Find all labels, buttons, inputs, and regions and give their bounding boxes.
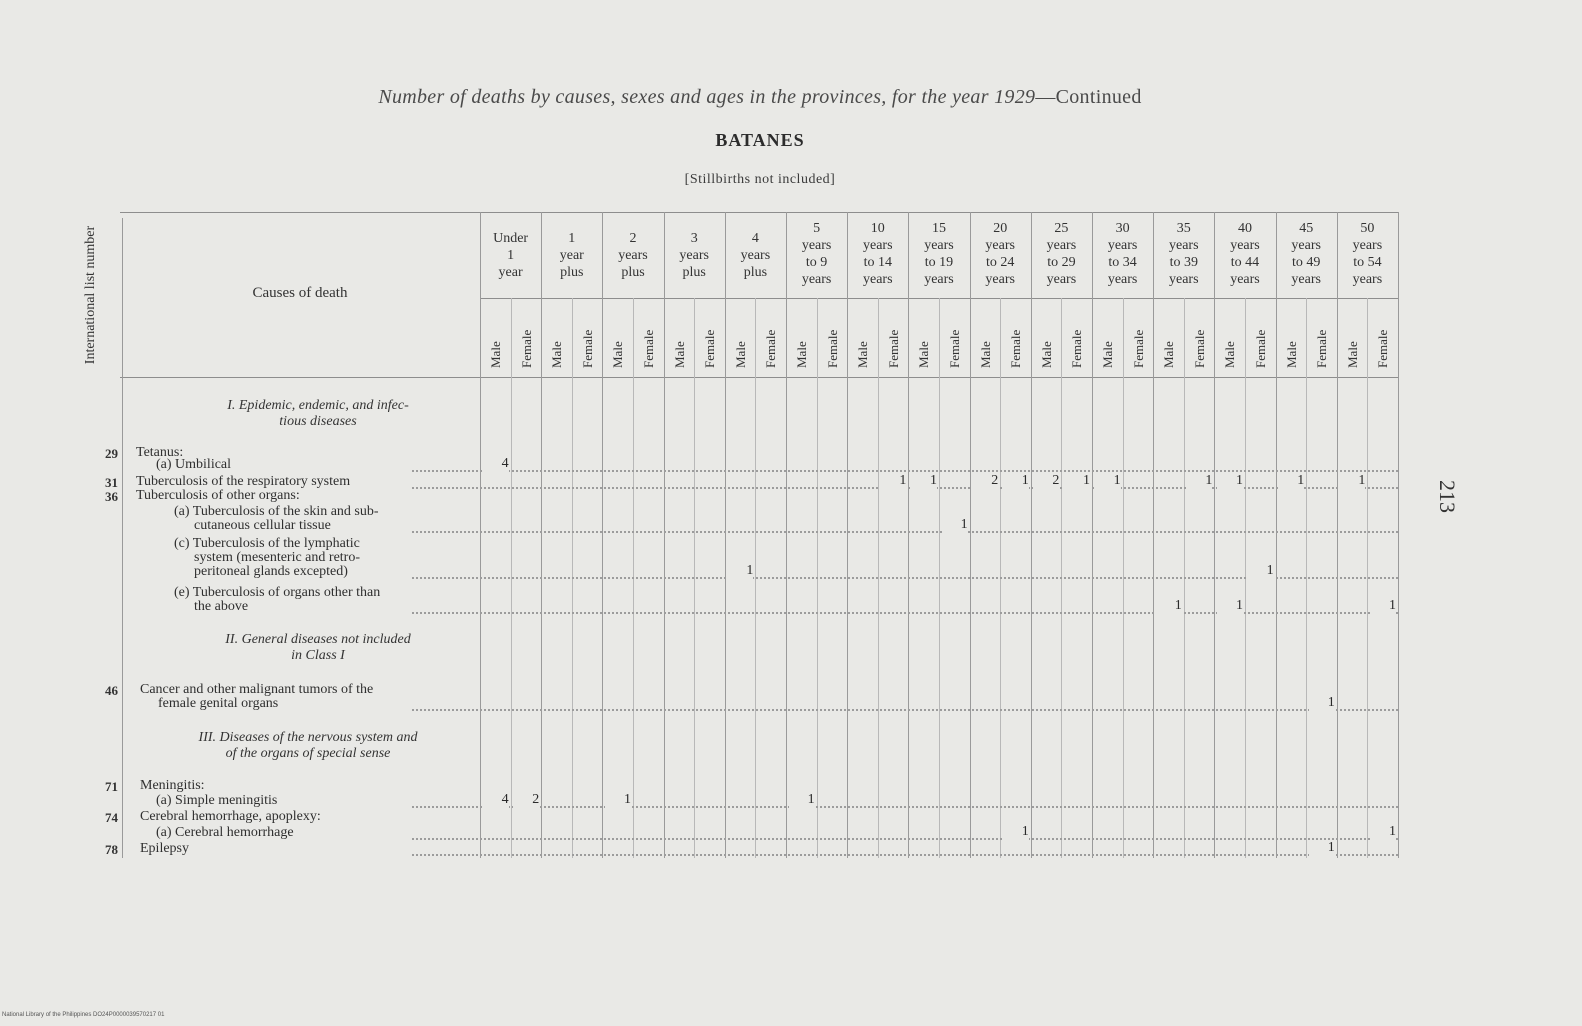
title-suffix: —Continued — [1035, 86, 1142, 108]
age-group-header: 2 years plus — [618, 231, 648, 280]
table-cell-value: 1 — [942, 517, 968, 533]
table-cell-value: 1 — [1186, 473, 1212, 489]
leader-dots — [412, 838, 1398, 840]
female-header: Female — [1008, 329, 1024, 368]
leader-dots — [412, 806, 1398, 808]
column-rule — [602, 212, 603, 858]
table-cell-value: 1 — [880, 473, 906, 489]
table-cell-value: 2 — [1033, 473, 1059, 489]
column-rule — [1337, 212, 1338, 858]
female-header: Female — [947, 329, 962, 368]
male-header: Male — [549, 341, 565, 368]
column-rule — [970, 212, 971, 858]
cause-of-death: Epilepsy — [140, 841, 189, 856]
male-header: Male — [732, 341, 748, 368]
title-text: Number of deaths by causes, sexes and ages in the provinces, for the year 1929 — [378, 86, 1036, 108]
male-header: Male — [1283, 341, 1299, 368]
column-rule — [664, 212, 665, 858]
female-header: Female — [763, 329, 779, 368]
table-cell-value: 1 — [1278, 473, 1304, 489]
table-cell-value: 1 — [1370, 824, 1396, 840]
page-title — [0, 86, 1520, 109]
age-group-header: 5 years to 9 years — [801, 221, 832, 287]
cause-continuation: peritoneal glands excepted) — [194, 564, 348, 579]
table-cell-value: 1 — [1217, 598, 1243, 614]
age-group-header: 3 years plus — [679, 231, 709, 280]
age-group-header: 45 years to 49 years — [1291, 221, 1321, 287]
age-group-header: 15 years to 19 years — [924, 221, 954, 287]
list-number: 74 — [105, 810, 118, 825]
cause-of-death: Tetanus: — [136, 445, 184, 460]
column-rule — [1398, 212, 1399, 858]
table-cell-value: 4 — [483, 792, 509, 808]
female-header: Female — [702, 329, 718, 368]
cause-of-death: (a) Simple meningitis — [156, 793, 278, 808]
age-group-header: 10 years to 14 years — [863, 221, 893, 287]
leader-dots — [412, 531, 1398, 533]
male-header: Male — [855, 341, 871, 368]
male-header: Male — [610, 341, 626, 368]
female-header: Female — [885, 329, 901, 368]
cause-of-death: (e) Tuberculosis of organs other than — [174, 585, 381, 600]
table-cell-value: 1 — [789, 792, 815, 808]
table-cell-value: 2 — [972, 473, 998, 489]
cause-of-death: Cerebral hemorrhage, apoplexy: — [140, 809, 321, 824]
male-header: Male — [794, 341, 809, 368]
column-rule — [480, 212, 481, 858]
table-cell-value: 1 — [1370, 598, 1396, 614]
table-top-rule — [120, 212, 1398, 213]
list-number: 31 — [105, 475, 118, 490]
column-rule — [1153, 212, 1154, 858]
age-group-header: 4 years plus — [740, 231, 771, 280]
female-header: Female — [824, 329, 840, 368]
leader-dots — [412, 470, 1398, 472]
footer-credit: National Library of the Philippines DO24P0000039570217 01 — [2, 1012, 165, 1018]
age-group-header: 50 years to 54 years — [1352, 221, 1383, 287]
table-cell-value: 2 — [513, 792, 539, 808]
table-note: [Stillbirths not included] — [684, 172, 836, 187]
column-rule — [786, 212, 787, 858]
male-header: Male — [1222, 341, 1238, 368]
male-header: Male — [977, 341, 993, 368]
table-cell-value: 1 — [1003, 824, 1029, 840]
column-rule — [1031, 212, 1032, 858]
cause-continuation: cutaneous cellular tissue — [194, 518, 331, 533]
age-group-header: 1 year plus — [559, 231, 584, 280]
table-cell-value: 1 — [1095, 473, 1121, 489]
column-rule — [1276, 212, 1277, 858]
male-header: Male — [1344, 341, 1360, 368]
female-header: Female — [1253, 329, 1268, 368]
list-number-header: International list number — [83, 225, 98, 365]
female-header: Female — [641, 329, 656, 368]
female-header: Female — [1069, 329, 1085, 368]
section-heading: I. Epidemic, endemic, and infec- tious diseases — [227, 398, 409, 429]
table-cell-value: 1 — [1309, 695, 1335, 711]
list-number: 36 — [105, 489, 118, 504]
female-header: Female — [1130, 329, 1146, 368]
cause-of-death: (c) Tuberculosis of the lymphatic — [174, 536, 360, 551]
cause-of-death: Tuberculosis of other organs: — [136, 488, 300, 503]
list-number: 29 — [105, 446, 118, 461]
cause-continuation: female genital organs — [158, 696, 279, 711]
cause-of-death: (a) Cerebral hemorrhage — [156, 825, 294, 840]
male-header: Male — [1038, 341, 1054, 368]
table-cell-value: 1 — [1064, 473, 1090, 489]
age-group-header: 35 years to 39 years — [1169, 221, 1199, 287]
female-header: Female — [1314, 329, 1330, 368]
cause-continuation: the above — [194, 599, 249, 614]
province-name: BATANES — [715, 130, 805, 150]
list-number: 78 — [105, 842, 118, 857]
female-header: Female — [579, 329, 595, 368]
age-group-header: 30 years to 34 years — [1107, 221, 1138, 287]
cause-of-death: Meningitis: — [140, 778, 205, 793]
column-rule — [1092, 212, 1093, 858]
column-rule — [541, 212, 542, 858]
table-cell-value: 1 — [1003, 473, 1029, 489]
page-number: 213 — [1435, 480, 1460, 513]
section-heading: II. General diseases not included in Class I — [225, 632, 411, 663]
age-group-header: Under 1 year — [493, 231, 529, 280]
table-cell-value: 1 — [1248, 563, 1274, 579]
cause-of-death: Cancer and other malignant tumors of the — [140, 682, 374, 697]
header-bottom-rule — [120, 377, 1398, 378]
cause-of-death: (a) Tuberculosis of the skin and sub- — [174, 504, 379, 519]
causes-header: Causes of death — [252, 285, 348, 301]
male-header: Male — [671, 341, 687, 368]
table-cell-value: 1 — [911, 473, 937, 489]
cause-of-death: Tuberculosis of the respiratory system — [136, 474, 351, 489]
table-cell-value: 1 — [727, 563, 753, 579]
male-header: Male — [916, 341, 932, 368]
table-cell-value: 4 — [483, 456, 509, 472]
cause-continuation: system (mesenteric and retro- — [194, 550, 360, 565]
section-heading: III. Diseases of the nervous system and of the organs of special sense — [198, 730, 418, 761]
age-group-header: 25 years to 29 years — [1046, 221, 1077, 287]
table-cell-value: 1 — [1339, 473, 1365, 489]
female-header: Female — [1375, 329, 1391, 368]
male-header: Male — [488, 341, 503, 368]
female-header: Female — [518, 329, 534, 368]
leader-dots — [412, 854, 1398, 856]
table-cell-value: 1 — [1309, 840, 1335, 856]
list-number: 71 — [105, 779, 118, 794]
table-cell-value: 1 — [1217, 473, 1243, 489]
table-cell-value: 1 — [1156, 598, 1182, 614]
column-rule — [908, 212, 909, 858]
age-group-header: 40 years to 44 years — [1230, 221, 1260, 287]
male-header: Male — [1161, 341, 1177, 368]
leader-dots — [412, 612, 1398, 614]
table-cell-value: 1 — [605, 792, 631, 808]
column-rule — [847, 212, 848, 858]
leader-dots — [412, 709, 1398, 711]
female-header: Female — [1191, 329, 1207, 368]
list-number-rule — [122, 218, 123, 858]
list-number: 46 — [105, 683, 118, 698]
male-header: Male — [1100, 341, 1115, 368]
column-rule — [725, 212, 726, 858]
cause-of-death: (a) Umbilical — [156, 457, 232, 472]
column-rule — [1214, 212, 1215, 858]
age-group-header: 20 years to 24 years — [985, 221, 1015, 287]
